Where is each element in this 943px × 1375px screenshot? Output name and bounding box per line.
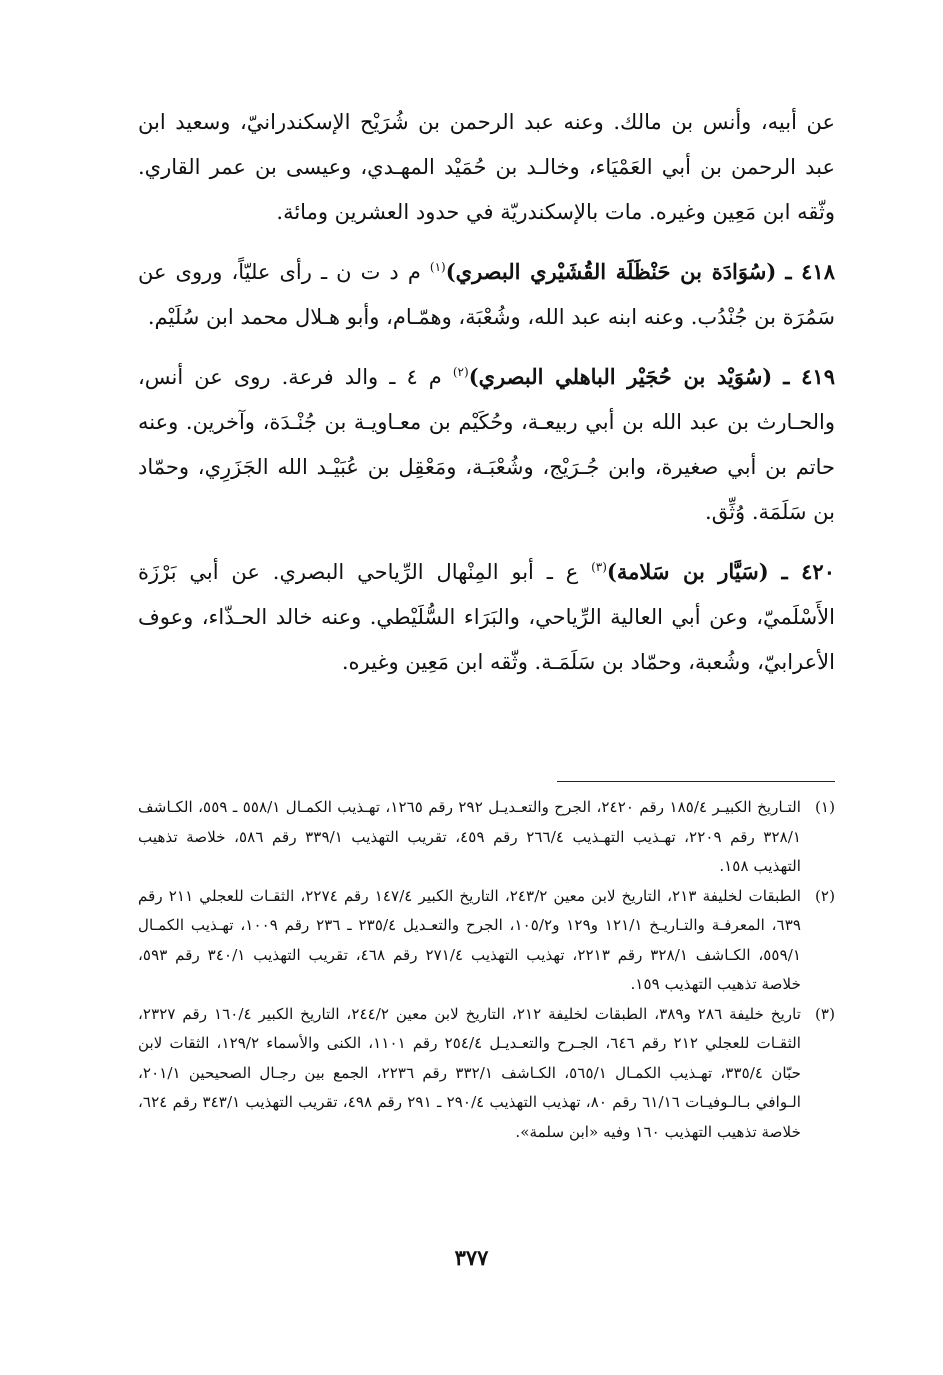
page-number: ٣٧٧ xyxy=(454,1245,489,1270)
footnote-marker: (٣) xyxy=(814,1004,835,1023)
footnote-reference: (٢) xyxy=(452,365,469,379)
entry-text: ع ـ أبو المِنْهال الرِّياحي البصري. عن أبي بَرْزَة الأَسْلَميّ، وعن أبي العالية الرِّياحي، والبَرَاء السُّلَيْطي. وعنه خالد الحـذّاء، وعوف الأعرابيّ، وشُعبة، وحمّاد بن سَلَمَـة. وثّقه ابن مَعِين وغيره. xyxy=(138,560,835,674)
footnote-reference: (١) xyxy=(429,260,446,274)
entry-number: ٤٢٠ ـ xyxy=(781,559,835,584)
footnote-text: التـاريخ الكبيـر ١٨٥/٤ رقم ٢٤٢٠، الجرح والتعـديـل ٢٩٢ رقم ١٢٦٥، تهـذيب الكمـال ٥٥٨/١ ـ ٥٥٩، الكـاشف ٣٢٨/١ رقم ٢٢٠٩، تهـذيب التهـذيب ٢٦٦/٤ رقم ٤٥٩، تقريب التهذيب ٣٣٩/١ رقم ٥٨٦، خلاصة تذهيب التهذيب ١٥٨. xyxy=(138,798,802,875)
footnote-marker: (٢) xyxy=(814,886,835,905)
footnote-marker: (١) xyxy=(814,798,835,816)
entry-name: (سَيَّار بن سَلامة) xyxy=(606,559,769,584)
footnotes xyxy=(138,793,835,1147)
entry-name: (سُوَادَة بن حَنْظَلَة القُشَيْري البصري) xyxy=(445,259,777,284)
entry-number: ٤١٨ ـ xyxy=(785,259,835,284)
opening-paragraph: عن أبيه، وأنس بن مالك. وعنه عبد الرحمن بن شُرَيْح الإسكندرانيّ، وسعيد ابن عبد الرحمن بن أبي العَمْيَاء، وخالـد بن حُمَيْد المهـدي، وعيسى بن عمر القاري. وثّقه ابن مَعِين وغيره. مات بالإسكندريّة في حدود العشرين ومائة. xyxy=(138,110,835,224)
footnote-separator xyxy=(557,781,835,782)
main-text xyxy=(138,100,835,685)
entry-number: ٤١٩ ـ xyxy=(783,364,835,389)
footnote-3 xyxy=(138,1000,835,1148)
entry-text: م د ت ن ـ رأى عليّاً، وروى عن سَمُرَة بن جُنْدُب. وعنه ابنه عبد الله، وشُعْبَة، وهمّـام، وأبو هـلال محمد ابن سُلَيْم. xyxy=(138,260,835,329)
footnote-reference: (٣) xyxy=(591,560,607,574)
footnote-text: تاريخ خليفة ٢٨٦ و٣٨٩، الطبقات لخليفة ٢١٢، التاريخ لابن معين ٢٤٤/٢، التاريخ الكبير ١٦٠/٤ رقم ٢٣٢٧، الثقـات للعجلي ٢١٢ رقم ٦٤٦، الجـرح والتعـديـل ٢٥٤/٤ رقم ١١٠١، الكنى والأسماء ١٢٩/٢، الثقات لابن حبّان ٣٣٥/٤، تهـذيب الكمـال ٥٦٥/١، الكـاشف ٣٣٢/١ رقم ٢٢٣٦، الجمع بين رجـال الصحيحين ٢٠١/١، الـوافي بـالـوفيـات ٦١/١٦ رقم ٨٠، تهذيب التهذيب ٢٩٠/٤ ـ ٢٩١ رقم ٤٩٨، تقريب التهذيب ٣٤٣/١ رقم ٦٢٤، خلاصة تذهيب التهذيب ١٦٠ وفيه «ابن سلمة». xyxy=(138,1004,802,1141)
footnote-text: الطبقات لخليفة ٢١٣، التاريخ لابن معين ٢٤٣/٢، التاريخ الكبير ١٤٧/٤ رقم ٢٢٧٤، الثقـات للعجلي ٢١١ رقم ٦٣٩، المعرفـة والتـاريـخ ١٢١/١ و١٢٩ و١٠٥/٢، الجرح والتعـديل ٢٣٥/٤ ـ ٢٣٦ رقم ١٠٠٩، تهـذيب الكمـال ٥٥٩/١، الكـاشف ٣٢٨/١ رقم ٢٢١٣، تهذيب التهذيب ٢٧١/٤ رقم ٤٦٨، تقريب التهذيب ٣٤٠/١ رقم ٥٩٣، خلاصة تذهيب التهذيب ١٥٩. xyxy=(138,886,802,993)
entry-name: (سُوَيْد بن حُجَيْر الباهلي البصري) xyxy=(468,364,773,389)
entry-420 xyxy=(138,549,835,685)
entry-418 xyxy=(138,249,835,340)
entry-419 xyxy=(138,354,835,535)
entry-text: م ٤ ـ والد فرعة. روى عن أنس، والحـارث بن عبد الله بن أبي ربيعـة، وحُكَيْم بن معـاويـة بن جُنْـدَة، وآخرين. وعنه حاتم بن أبي صغيرة، وابن جُـرَيْج، وشُعْبَـة، ومَعْقِل بن عُبَيْـد الله الجَزَرِي، وحمّاد بن سَلَمَة. وُثِّق. xyxy=(138,365,835,524)
footnote-1 xyxy=(138,793,835,882)
footnote-2 xyxy=(138,882,835,1000)
